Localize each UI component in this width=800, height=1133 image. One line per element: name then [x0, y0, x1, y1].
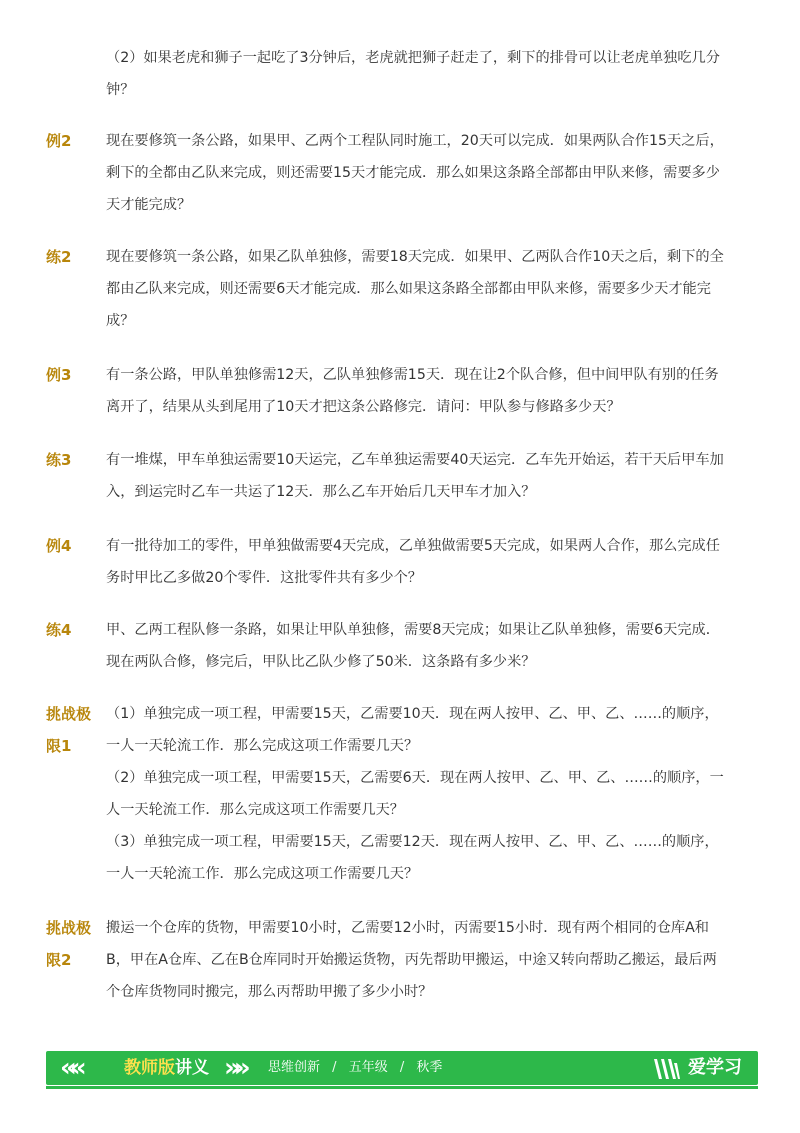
- footer-underline: [46, 1086, 758, 1089]
- challenge-part-2: （2）单独完成一项工程，甲需要15天，乙需要6天．现在两人按甲、乙、甲、乙、……的顺序，一人一天轮流工作．那么完成这项工作需要几天？: [106, 770, 724, 818]
- footer-separator: /: [399, 1060, 405, 1075]
- footer-grade: 五年级: [348, 1060, 388, 1075]
- continuation-text: （2）如果老虎和狮子一起吃了3分钟后，老虎就把狮子赶走了，剩下的排骨可以让老虎单独吃几分钟？: [106, 50, 720, 98]
- challenge-label: 挑战极限1: [46, 705, 92, 755]
- footer-title-teacher: 教师版: [124, 1058, 175, 1078]
- challenge-1: [46, 698, 726, 890]
- brand-name: 爱学习: [688, 1057, 742, 1078]
- problem-text: 有一条公路，甲队单独修需12天，乙队单独修需15天．现在让2个队合修，但中间甲队有别的任务离开了，结果从头到尾用了10天才把这条公路修完．请问：甲队参与修路多少天？: [106, 367, 719, 415]
- page-footer: [46, 1051, 758, 1085]
- brand-logo: [652, 1055, 748, 1081]
- problem-text: 有一批待加工的零件，甲单独做需要4天完成，乙单独做需要5天完成，如果两人合作，那么完成任务时甲比乙多做20个零件．这批零件共有多少个？: [106, 538, 720, 586]
- challenge-2: [46, 912, 726, 1008]
- problem-label: 例2: [46, 132, 72, 150]
- problem-text: 现在要修筑一条公路，如果乙队单独修，需要18天完成．如果甲、乙两队合作10天之后，剩下的全都由乙队来完成，则还需要6天才能完成．那么如果这条路全部都由甲队来修，需要多少天才能完成？: [106, 249, 724, 329]
- aixuexi-logo-icon: [652, 1057, 682, 1081]
- chevron-left-icon: « «: [60, 1053, 79, 1083]
- challenge-part-3: （3）单独完成一项工程，甲需要15天，乙需要12天．现在两人按甲、乙、甲、乙、……的顺序，一人一天轮流工作．那么完成这项工作需要几天？: [106, 834, 719, 882]
- problem-practice-3: [46, 444, 726, 508]
- problem-practice-2: [46, 241, 726, 337]
- problem-practice-4: [46, 614, 726, 678]
- problem-text: 甲、乙两工程队修一条路，如果让甲队单独修，需要8天完成；如果让乙队单独修，需要6天完成．现在两队合修，修完后，甲队比乙队少修了50米．这条路有多少米？: [106, 622, 720, 670]
- footer-title-handout: 讲义: [175, 1058, 209, 1078]
- challenge-text: 搬运一个仓库的货物，甲需要10小时，乙需要12小时，丙需要15小时．现有两个相同的仓库A和B，甲在A仓库、乙在B仓库同时开始搬运货物，丙先帮助甲搬运，中途又转向帮助乙搬运，最后两个仓库货物同时搬完，那么丙帮助甲搬了多少小时？: [106, 920, 717, 1000]
- footer-course: 思维创新: [268, 1060, 321, 1075]
- chevron-right-icon: » »: [224, 1053, 243, 1083]
- problem-text: 现在要修筑一条公路，如果甲、乙两个工程队同时施工，20天可以完成．如果两队合作15天之后，剩下的全都由乙队来完成，则还需要15天才能完成．那么如果这条路全部都由甲队来修，需要多少天才能完成？: [106, 133, 724, 213]
- problem-label: 练3: [46, 451, 72, 469]
- continuation-block: [46, 42, 726, 106]
- problem-label: 练4: [46, 621, 72, 639]
- problem-label: 例4: [46, 537, 72, 555]
- problem-example-3: [46, 359, 726, 423]
- problem-example-4: [46, 530, 726, 594]
- footer-title: [124, 1055, 209, 1081]
- problem-label: 练2: [46, 248, 72, 266]
- problem-label: 例3: [46, 366, 72, 384]
- challenge-label: 挑战极限2: [46, 919, 92, 969]
- footer-season: 秋季: [416, 1060, 443, 1075]
- challenge-text: [106, 698, 726, 890]
- footer-separator: /: [332, 1060, 337, 1075]
- problem-text: 有一堆煤，甲车单独运需要10天运完，乙车单独运需要40天运完．乙车先开始运，若干天后甲车加入，到运完时乙车一共运了12天．那么乙车开始后几天甲车才加入？: [106, 452, 724, 500]
- challenge-part-1: （1）单独完成一项工程，甲需要15天，乙需要10天．现在两人按甲、乙、甲、乙、……的顺序，一人一天轮流工作．那么完成这项工作需要几天？: [106, 706, 719, 754]
- footer-course-info: [268, 1059, 442, 1077]
- problem-example-2: [46, 125, 726, 221]
